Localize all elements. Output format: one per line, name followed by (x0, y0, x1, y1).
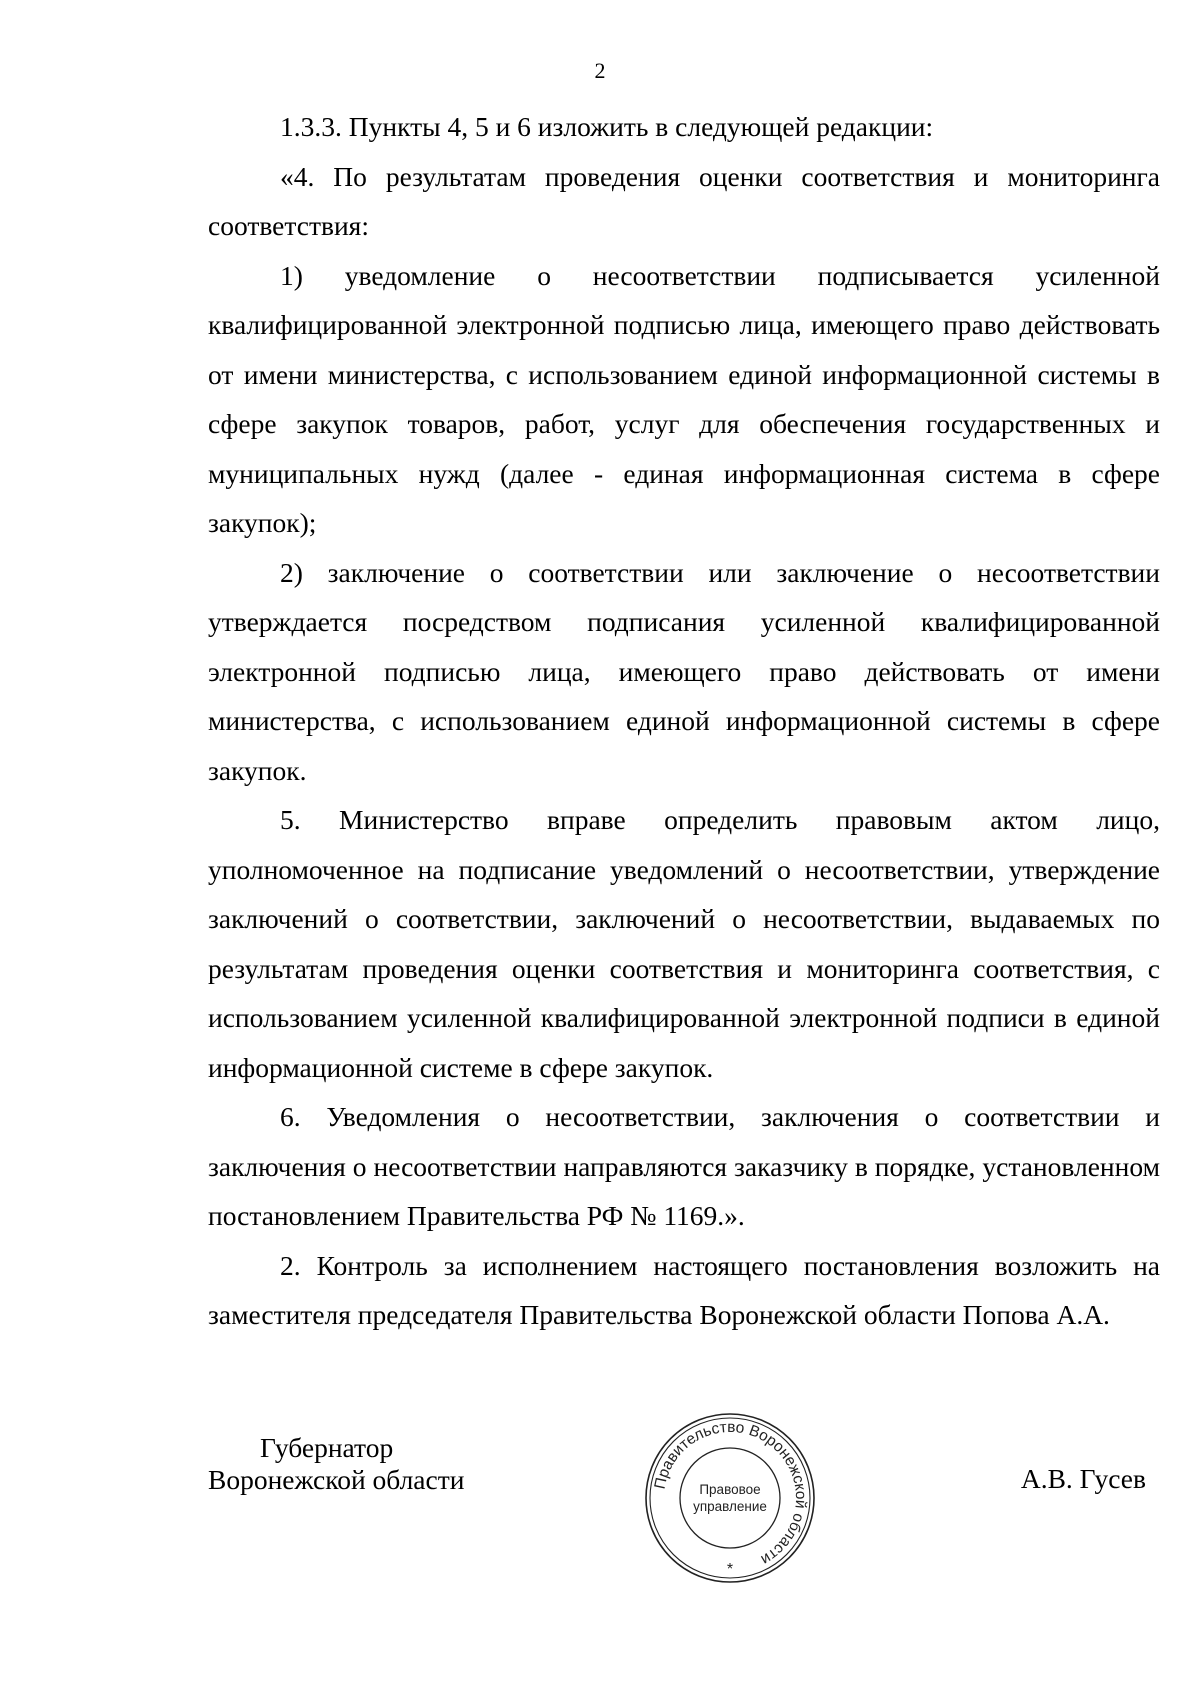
signature-block (0, 1418, 1200, 1612)
stamp-center-line1: Правовое (699, 1482, 761, 1497)
signatory-name: А.В. Гусев (1020, 1463, 1146, 1494)
paragraph-subitem-1: 1) уведомление о несоответствии подписывается усиленной квалифицированной электронной подписью лица, имеющего право действовать от имени министерства, с использованием единой информационной системы в сфере закупок товаров, работ, услуг для обеспечения государственных и муниципальных нужд (далее - единая информационная система в сфере закупок); (208, 259, 1160, 538)
paragraph-1-3-3: 1.3.3. Пункты 4, 5 и 6 изложить в следующей редакции: (280, 111, 934, 142)
stamp-inner-ring (680, 1448, 780, 1548)
paragraph-item-5: 5. Министерство вправе определить правовым актом лицо, уполномоченное на подписание уведомлений о несоответствии, утверждение заключений о соответствии, заключений о несоответствии, выдаваемых по результатам проведения оценки соответствия и мониторинга соответствия, с использованием усиленной квалифицированной электронной подписи в единой информационной системе в сфере закупок. (208, 804, 1160, 1083)
signatory-position-line1: Губернатор (260, 1432, 394, 1463)
stamp-outer-ring (646, 1414, 814, 1582)
paragraph-control: 2. Контроль за исполнением настоящего постановления возложить на заместителя председателя Правительства Воронежской области Попова А.А. (208, 1249, 1160, 1330)
document-body (208, 102, 1160, 1340)
stamp-ring-text: Правительство Воронежской области (651, 1418, 810, 1569)
stamp-star: * (726, 1561, 734, 1578)
page-number: 2 (594, 58, 606, 83)
paragraph-subitem-2: 2) заключение о соответствии или заключение о несоответствии утверждается посредством подписания усиленной квалифицированной электронной подписью лица, имеющего право действовать от имени министерства, с использованием единой информационной системы в сфере закупок. (208, 556, 1160, 786)
stamp-outer-ring-inner (650, 1418, 810, 1578)
paragraph-item-4: «4. По результатам проведения оценки соответствия и мониторинга соответствия: (208, 160, 1160, 241)
official-stamp (642, 1410, 818, 1586)
stamp-center-line2: управление (693, 1499, 767, 1514)
signatory-position (208, 1432, 464, 1496)
paragraph-item-6: 6. Уведомления о несоответствии, заключения о соответствии и заключения о несоответствии направляются заказчику в порядке, установленном постановлением Правительства РФ № 1169.». (208, 1101, 1160, 1231)
signatory-position-line2: Воронежской области (208, 1464, 465, 1495)
